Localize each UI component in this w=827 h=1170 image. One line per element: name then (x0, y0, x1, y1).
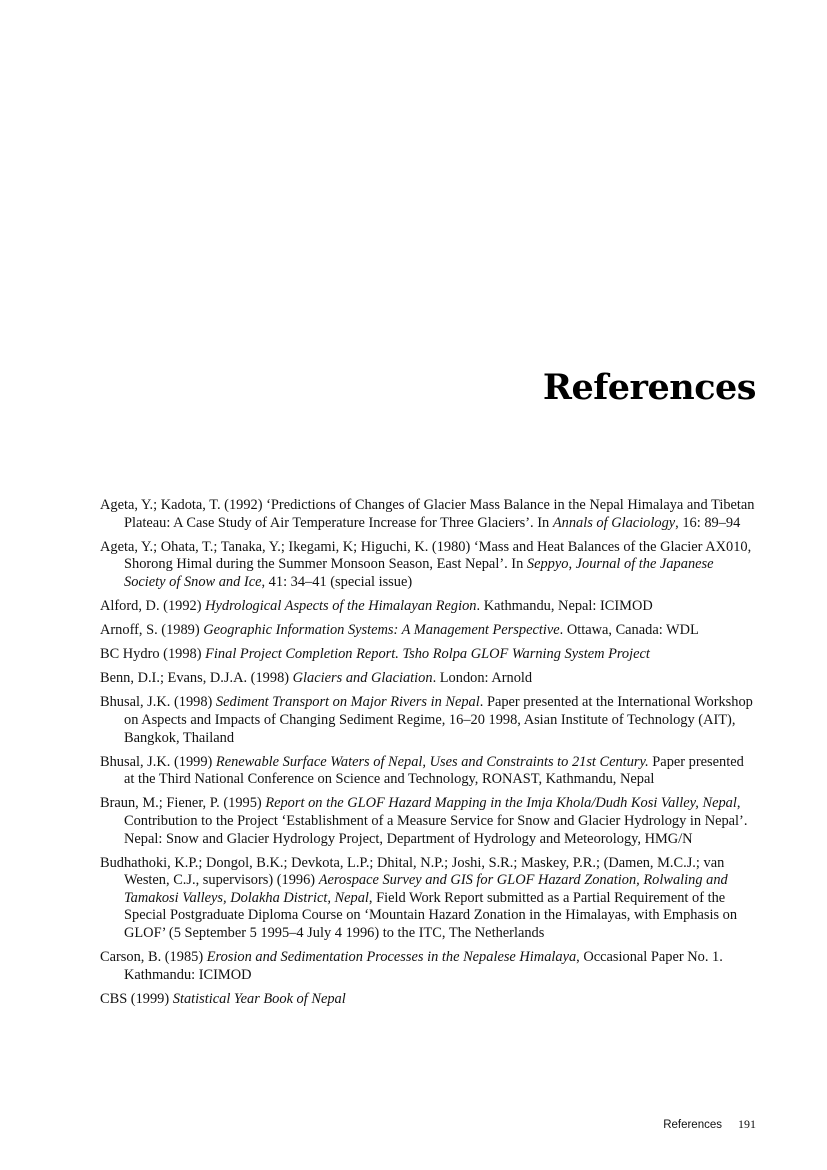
page-title: References (542, 367, 756, 409)
reference-entry (100, 670, 755, 688)
reference-entry (100, 694, 755, 747)
reference-entry (100, 949, 755, 984)
reference-entry (100, 539, 755, 592)
reference-text: . Kathmandu, Nepal: ICIMOD (476, 597, 653, 614)
reference-title: Renewable Surface Waters of Nepal, Uses and Constraints to 21st Century. (215, 753, 649, 770)
reference-entry (100, 622, 755, 640)
reference-text: , Contribution to the Project ‘Establishment of a Measure Service for Snow and Glacier Hydrology in Nepal’. Nepal: Snow and Glacier Hydrology Project, Department of Hydrology and Meteorology, HMG/N (124, 795, 748, 847)
reference-title: Statistical Year Book of Nepal (172, 990, 346, 1007)
reference-text: Braun, M.; Fiener, P. (1995) (100, 795, 266, 812)
reference-entry (100, 754, 755, 789)
reference-entry (100, 991, 755, 1009)
reference-text: , 16: 89–94 (675, 514, 741, 531)
running-footer-title: References (663, 1119, 722, 1131)
reference-text: , Occasional Paper No. 1. Kathmandu: ICIMOD (124, 949, 723, 983)
reference-title: Geographic Information Systems: A Management Perspective (203, 622, 560, 639)
reference-text: BC Hydro (1998) (100, 646, 206, 663)
reference-text: , Field Work Report submitted as a Partial Requirement of the Special Postgraduate Diploma Course on ‘Mountain Hazard Zonation in the Himalayas, with Emphasis on GLOF’ (5 September 5 1995–4 July 4 1996) to the ITC, The Netherlands (124, 889, 738, 941)
page-number: 191 (738, 1117, 756, 1131)
reference-entry (100, 497, 755, 532)
reference-text: . Ottawa, Canada: WDL (559, 622, 699, 639)
reference-entry (100, 646, 755, 664)
reference-text: Ageta, Y.; Ohata, T.; Tanaka, Y.; Ikegami, K; Higuchi, K. (1980) ‘Mass and Heat Balances of the Glacier AX010, Shorong Himal during the Summer Monsoon Season, East Nepal’. In (100, 538, 752, 573)
reference-text: . Paper presented at the International Workshop on Aspects and Impacts of Changing Sediment Regime, 16–20 1998, Asian Institute of Technology (AIT), Bangkok, Thailand (124, 694, 753, 746)
reference-title: Seppyo, Journal of the Japanese Society of Snow and Ice (124, 556, 714, 590)
reference-entry (100, 795, 755, 848)
reference-title: Annals of Glaciology (552, 514, 676, 531)
reference-text: CBS (1999) (100, 990, 173, 1007)
reference-title: Glaciers and Glaciation (292, 670, 433, 687)
reference-text: Ageta, Y.; Kadota, T. (1992) ‘Predictions of Changes of Glacier Mass Balance in the Nepal Himalaya and Tibetan Plateau: A Case Study of Air Temperature Increase for Three Glaciers’. In (100, 497, 755, 531)
reference-entry (100, 855, 755, 943)
reference-text: Alford, D. (1992) (100, 597, 206, 614)
reference-title: Final Project Completion Report. Tsho Rolpa GLOF Warning System Project (205, 646, 650, 663)
reference-title: Erosion and Sedimentation Processes in the Nepalese Himalaya (206, 949, 577, 966)
reference-text: , 41: 34–41 (special issue) (261, 573, 413, 590)
reference-entry (100, 598, 755, 616)
reference-text: Budhathoki, K.P.; Dongol, B.K.; Devkota, L.P.; Dhital, N.P.; Joshi, S.R.; Maskey, P.R.; (Damen, M.C.J.; van Westen, C.J., supervisors) (1996) (100, 854, 725, 889)
reference-title: Hydrological Aspects of the Himalayan Region (205, 597, 477, 614)
reference-list (100, 497, 755, 1015)
reference-text: . London: Arnold (432, 670, 533, 687)
reference-text: Carson, B. (1985) (100, 949, 207, 966)
reference-title: Report on the GLOF Hazard Mapping in the Imja Khola/Dudh Kosi Valley, Nepal (265, 795, 737, 812)
reference-title: Sediment Transport on Major Rivers in Nepal (215, 694, 480, 711)
reference-text: Bhusal, J.K. (1998) (100, 694, 216, 711)
reference-text: Bhusal, J.K. (1999) (100, 753, 216, 770)
reference-text: Paper presented at the Third National Conference on Science and Technology, RONAST, Kathmandu, Nepal (124, 753, 744, 788)
reference-text: Arnoff, S. (1989) (100, 622, 204, 639)
reference-text: Benn, D.I.; Evans, D.J.A. (1998) (100, 670, 293, 687)
page-footer (663, 1117, 756, 1132)
reference-title: Aerospace Survey and GIS for GLOF Hazard Zonation, Rolwaling and Tamakosi Valleys, Dolakha District, Nepal (124, 872, 728, 906)
